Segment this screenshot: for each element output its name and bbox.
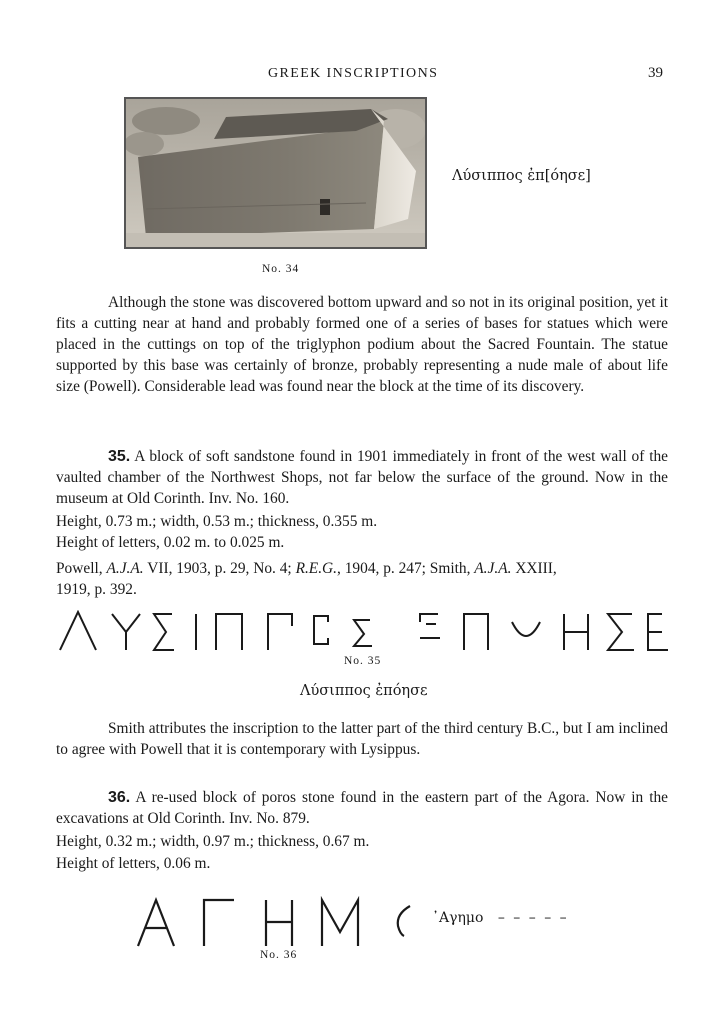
transcription-no-36 xyxy=(432,910,569,926)
biblio-journal-aja: A.J.A. xyxy=(106,560,144,577)
inscription-drawing-35 xyxy=(56,610,676,652)
entry-35-commentary: Smith attributes the inscription to the latter part of the third century B.C., but I am inclined to agree with Powell that it is contemporary with Lysippus. xyxy=(56,720,668,758)
transcription-no-35: Λύσιππος ἐπόησε xyxy=(300,683,428,699)
transcription-no-34: Λύσιππος ἐπ[όησε] xyxy=(452,168,591,184)
running-head xyxy=(0,66,722,86)
entry-35-dimensions: Height, 0.73 m.; width, 0.53 m.; thickness, 0.355 m. xyxy=(56,513,378,530)
entry-36-dimensions: Height, 0.32 m.; width, 0.97 m.; thickness, 0.67 m. xyxy=(56,833,370,850)
biblio-ref: , 1904, p. 247; Smith, xyxy=(337,560,475,577)
entry-36-number: 36. xyxy=(108,789,131,806)
entry-36-letter-height: Height of letters, 0.06 m. xyxy=(56,855,211,872)
photo-no-34 xyxy=(124,97,427,249)
biblio-line-2: 1919, p. 392. xyxy=(56,581,137,598)
entry-35-bibliography xyxy=(56,558,668,600)
entry-35-description xyxy=(56,446,668,509)
biblio-ref: XXIII, xyxy=(511,560,557,577)
entry-35-text: A block of soft sandstone found in 1901 immediately in front of the west wall of the vaulted chamber of the Northwest Shops, not far below the surface of the ground. Now in the museum at Old Corinth. Inv. No. 160. xyxy=(56,448,668,507)
caption-no-35: No. 35 xyxy=(344,655,382,667)
page-number: 39 xyxy=(648,65,663,81)
entry-35-number: 35. xyxy=(108,448,131,465)
paragraph-34: Although the stone was discovered bottom upward and so not in its original position, yet it fits a cutting near at hand and probably formed one of a series of bases for statues which were placed in the cuttings on top of the triglyphon podium about the Sacred Fountain. The statue supported by this base was certainly of bronze, probably representing a nude male of about life size (Powell). Considerable lead was found near the block at the time of its discovery. xyxy=(56,294,668,395)
entry-36-text: A re-used block of poros stone found in the eastern part of the Agora. Now in the excavations at Old Corinth. Inv. No. 879. xyxy=(56,789,669,827)
entry-36-description xyxy=(56,787,668,829)
inscription-drawing-36 xyxy=(134,896,424,948)
caption-no-34: No. 34 xyxy=(262,263,300,275)
biblio-ref: VII, 1903, p. 29, No. 4; xyxy=(143,560,296,577)
transcription-36-text: ᾿Αγημο xyxy=(432,910,484,926)
running-title: GREEK INSCRIPTIONS xyxy=(268,66,439,81)
stone-block-photo xyxy=(126,99,425,247)
biblio-journal-aja: A.J.A. xyxy=(474,560,512,577)
biblio-journal-reg: R.E.G. xyxy=(295,560,338,577)
biblio-author: Powell, xyxy=(56,560,107,577)
lacuna-dashes: – – – – – xyxy=(497,910,569,926)
caption-no-36: No. 36 xyxy=(260,949,298,961)
entry-35-letter-height: Height of letters, 0.02 m. to 0.025 m. xyxy=(56,534,285,551)
